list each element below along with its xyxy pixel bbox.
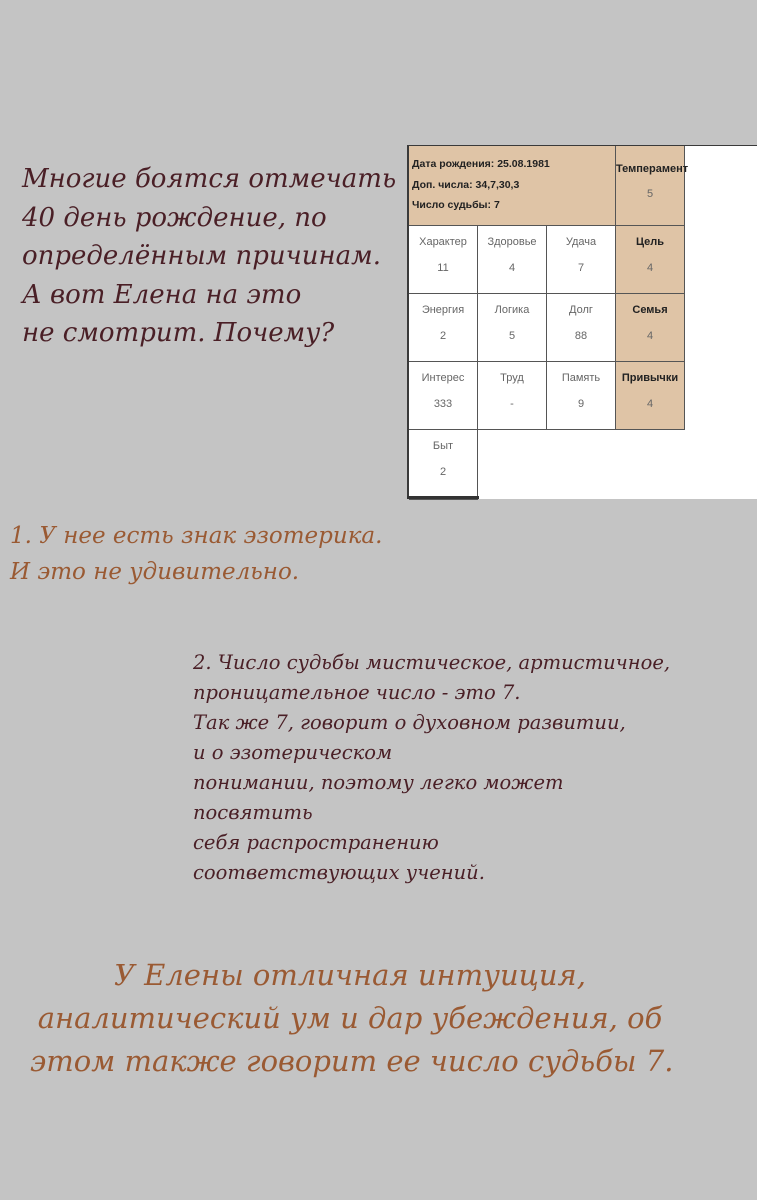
point-one-text xyxy=(10,518,410,590)
point-one-line: 1. У нее есть знак эзотерика. xyxy=(10,523,383,549)
cell-health xyxy=(478,226,547,294)
cell-label: Интерес xyxy=(421,372,465,384)
cell-label: Характер xyxy=(419,236,467,248)
intro-line: 40 день рождение, по xyxy=(22,202,327,233)
cell-value: 2 xyxy=(439,466,447,478)
cell-goal xyxy=(616,226,685,294)
cell-value: 11 xyxy=(437,262,449,274)
point-two-text xyxy=(193,648,671,888)
cell-label: Энергия xyxy=(421,304,465,316)
cell-family xyxy=(616,294,685,362)
point-two-line: проницательное число - это 7. xyxy=(193,681,521,704)
point-two-line: себя распространению xyxy=(193,831,439,854)
cell-luck xyxy=(547,226,616,294)
cell-value: 333 xyxy=(433,398,453,410)
cell-character xyxy=(409,226,478,294)
cell-life xyxy=(409,430,478,500)
cell-energy xyxy=(409,294,478,362)
cell-label: Память xyxy=(561,372,601,384)
cell-label: Быт xyxy=(432,440,454,452)
cell-memory xyxy=(547,362,616,430)
cell-interest xyxy=(409,362,478,430)
cell-label: Привычки xyxy=(621,372,679,384)
point-two-line: понимании, поэтому легко может xyxy=(193,771,564,794)
cell-value: 2 xyxy=(439,330,447,342)
conclusion-line: У Елены отличная интуиция, xyxy=(114,958,586,992)
cell-value: 5 xyxy=(646,188,654,200)
cell-label: Темперамент xyxy=(616,163,689,175)
extra-numbers: Доп. числа: 34,7,30,3 xyxy=(412,178,520,191)
cell-label: Семья xyxy=(632,304,668,316)
table-header xyxy=(409,146,616,226)
cell-label: Долг xyxy=(569,304,593,316)
intro-text xyxy=(22,160,397,353)
birth-date: Дата рождения: 25.08.1981 xyxy=(412,158,550,170)
cell-temperament xyxy=(616,146,689,226)
cell-value: 4 xyxy=(646,330,654,342)
intro-line: не смотрит. Почему? xyxy=(22,318,335,348)
conclusion-text xyxy=(30,954,674,1083)
cell-labor xyxy=(478,362,547,430)
cell-logic xyxy=(478,294,547,362)
cell-label: Здоровье xyxy=(487,236,537,248)
cell-label: Логика xyxy=(494,304,530,316)
cell-value: 7 xyxy=(577,262,585,274)
cell-value: - xyxy=(510,398,514,410)
cell-label: Удача xyxy=(565,236,597,248)
cell-value: 9 xyxy=(577,398,585,410)
table-bottom-edge xyxy=(407,496,479,499)
cell-label: Труд xyxy=(500,372,524,384)
intro-line: А вот Елена на это xyxy=(22,279,302,310)
cell-duty xyxy=(547,294,616,362)
point-one-line: И это не удивительно. xyxy=(10,559,300,585)
conclusion-line: этом также говорит ее число судьбы 7. xyxy=(30,1044,674,1078)
cell-value: 4 xyxy=(646,262,654,274)
point-two-line: 2. Число судьбы мистическое, артистичное, xyxy=(193,651,671,674)
intro-line: определённым причинам. xyxy=(22,241,381,271)
numerology-table-body xyxy=(407,145,757,499)
intro-line: Многие боятся отмечать xyxy=(22,164,397,194)
numerology-table xyxy=(407,145,689,499)
point-two-line: и о эзотерическом xyxy=(193,741,393,764)
cell-habits xyxy=(616,362,685,430)
point-two-line: Так же 7, говорит о духовном развитии, xyxy=(193,711,626,734)
cell-label: Цель xyxy=(635,236,665,248)
cell-value: 4 xyxy=(508,262,516,274)
point-two-line: посвятить xyxy=(193,801,313,824)
cell-value: 88 xyxy=(574,330,588,342)
conclusion-line: аналитический ум и дар убеждения, об xyxy=(37,1001,663,1035)
point-two-line: соответствующих учений. xyxy=(193,861,485,884)
destiny-number: Число судьбы: 7 xyxy=(412,199,500,211)
cell-value: 4 xyxy=(646,398,654,410)
cell-value: 5 xyxy=(508,330,516,342)
